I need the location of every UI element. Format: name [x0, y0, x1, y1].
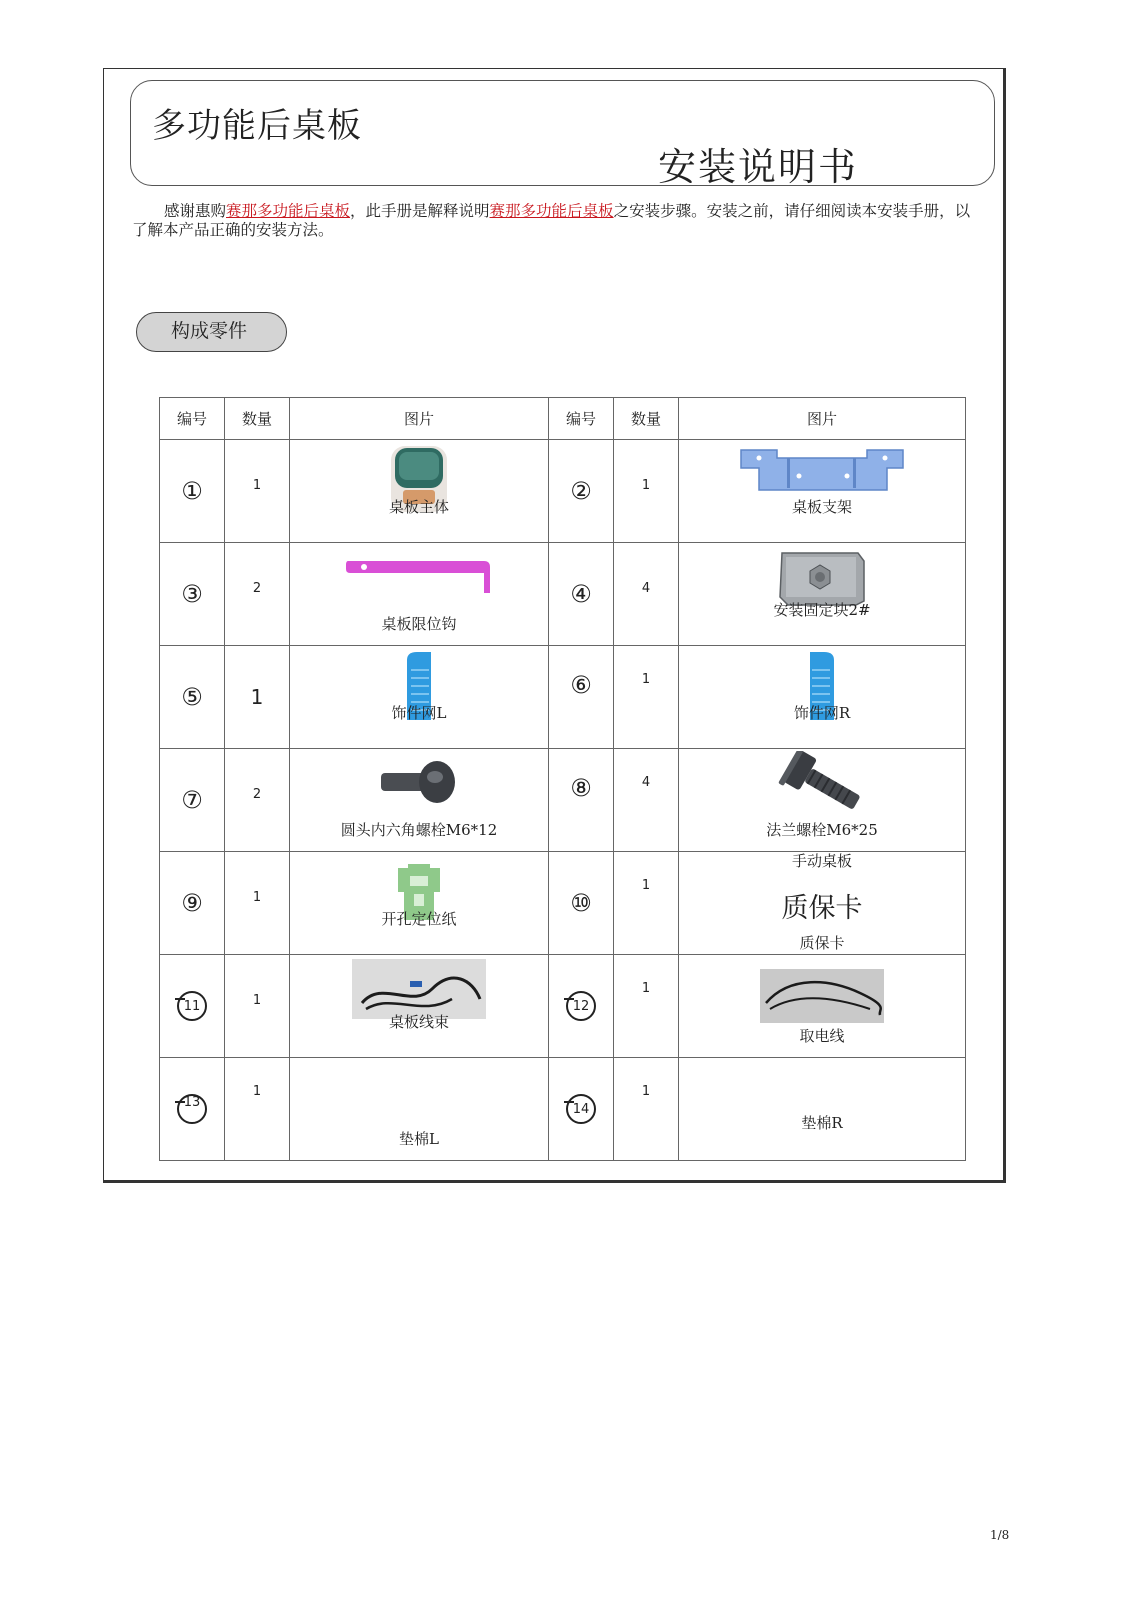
part-qty-cell [225, 646, 290, 749]
wire-harness-photo [352, 959, 486, 1019]
part-number: 13 [177, 1094, 207, 1124]
part-label: 质保卡 [799, 934, 845, 952]
part-qty-cell [614, 955, 679, 1058]
part-qty-cell [614, 1058, 679, 1161]
part-label: 饰件网L [391, 704, 447, 722]
limit-hook-illustration [344, 555, 494, 597]
part-number: 12 [566, 991, 596, 1021]
header-number-2: 编号 [549, 398, 614, 440]
part-number: 14 [566, 1094, 596, 1124]
part-number: ⑦ [181, 786, 203, 814]
part-number: ② [570, 477, 592, 505]
table-row [160, 543, 966, 646]
part-qty-cell [225, 852, 290, 955]
product-name-highlight-2: 赛那多功能后桌板 [489, 202, 614, 220]
table-row [160, 440, 966, 543]
intro-text-2: ，此手册是解释说明 [350, 202, 490, 220]
part-number: ④ [570, 580, 592, 608]
part-number: ① [181, 477, 203, 505]
part-label: 垫棉R [801, 1114, 843, 1132]
part-number-cell [549, 749, 614, 852]
part-qty-cell [614, 852, 679, 955]
header-number: 编号 [160, 398, 225, 440]
part-picture-cell [290, 1058, 549, 1161]
part-picture-cell [679, 543, 966, 646]
part-qty: 1 [252, 1084, 262, 1099]
part-qty: 1 [641, 672, 651, 687]
part-picture-cell [679, 955, 966, 1058]
part-picture-cell [679, 646, 966, 749]
flange-bolt-illustration [776, 751, 868, 815]
part-qty: 1 [252, 478, 262, 493]
part-label: 开孔定位纸 [381, 910, 457, 928]
part-picture-cell [290, 646, 549, 749]
part-label: 圆头内六角螺栓M6*12 [340, 821, 498, 839]
part-picture-cell [679, 749, 966, 852]
part-label: 饰件网R [793, 704, 851, 722]
intro-text-3: 之安装步骤。安装之前，请仔细阅读本安装手册，以了解本产品正确的安装方法。 [132, 202, 971, 239]
part-number-cell [549, 440, 614, 543]
part-qty: 1 [641, 981, 651, 996]
part-number-cell [549, 646, 614, 749]
table-row [160, 646, 966, 749]
part-qty-cell [614, 749, 679, 852]
round-head-bolt-illustration [379, 759, 459, 805]
part-number-cell [160, 955, 225, 1058]
part-number-cell [160, 749, 225, 852]
part-label: 安装固定块2# [773, 601, 871, 619]
table-row [160, 955, 966, 1058]
part-number: ⑨ [181, 889, 203, 917]
part-qty: 1 [641, 1084, 651, 1099]
part-number-cell [549, 543, 614, 646]
intro-text-1: 感谢惠购 [164, 202, 227, 220]
part-number: ⑥ [570, 670, 592, 699]
part-label: 法兰螺栓M6*25 [766, 821, 878, 839]
part-picture-cell [290, 955, 549, 1058]
part-picture-cell [290, 543, 549, 646]
part-picture-cell [679, 1058, 966, 1161]
part-qty: 1 [641, 478, 651, 493]
header-quantity-2: 数量 [614, 398, 679, 440]
part-qty: 4 [641, 581, 651, 596]
power-cable-photo [760, 969, 884, 1023]
intro-paragraph [132, 202, 977, 240]
part-qty: 4 [641, 775, 651, 790]
part-label: 桌板主体 [388, 498, 449, 516]
part-qty: 2 [252, 787, 262, 802]
part-qty-cell [225, 955, 290, 1058]
part-label: 桌板限位钩 [381, 615, 457, 633]
section-title-parts: 构成零件 [136, 312, 287, 352]
part-number: ⑤ [181, 683, 203, 711]
part-number-cell [549, 852, 614, 955]
part-label: 桌板支架 [791, 498, 852, 516]
document-title: 多功能后桌板 [152, 106, 362, 146]
header-picture-2: 图片 [679, 398, 966, 440]
part-qty-cell [614, 440, 679, 543]
table-row [160, 1058, 966, 1161]
part-picture-cell [290, 440, 549, 543]
header-picture: 图片 [290, 398, 549, 440]
part-qty-cell [225, 1058, 290, 1161]
part-number: ③ [181, 580, 203, 608]
part-picture-cell [290, 852, 549, 955]
part-number-cell [549, 1058, 614, 1161]
part-number-cell [549, 955, 614, 1058]
part-qty-cell [225, 543, 290, 646]
part-qty-cell [225, 749, 290, 852]
part-qty: 2 [252, 581, 262, 596]
part-picture-cell [679, 440, 966, 543]
part-qty: 1 [641, 878, 651, 893]
parts-table [159, 397, 966, 1161]
part-picture-cell [290, 749, 549, 852]
header-quantity: 数量 [225, 398, 290, 440]
page-number: 1/8 [990, 1528, 1010, 1542]
part-qty-cell [614, 543, 679, 646]
warranty-card-header: 手动桌板 [791, 852, 852, 870]
part-number-cell [160, 646, 225, 749]
warranty-card-title: 质保卡 [781, 893, 863, 924]
part-label: 取电线 [799, 1027, 845, 1045]
part-number: ⑧ [570, 773, 592, 802]
table-row [160, 852, 966, 955]
part-number-cell [160, 1058, 225, 1161]
part-number-cell [160, 852, 225, 955]
part-number: ⑩ [570, 889, 592, 917]
part-qty: 1 [250, 685, 264, 709]
desk-bracket-illustration [739, 446, 905, 496]
part-qty: 1 [252, 993, 262, 1008]
part-number: 11 [177, 991, 207, 1021]
product-name-highlight-1: 赛那多功能后桌板 [226, 202, 351, 220]
part-number-cell [160, 440, 225, 543]
part-qty-cell [225, 440, 290, 543]
part-label: 桌板线束 [388, 1013, 449, 1031]
part-qty-cell [614, 646, 679, 749]
part-number-cell [160, 543, 225, 646]
table-header-row [160, 398, 966, 440]
table-row [160, 749, 966, 852]
part-label: 垫棉L [399, 1130, 439, 1148]
warranty-card-cell [679, 852, 966, 955]
part-qty: 1 [252, 890, 262, 905]
document-subtitle: 安装说明书 [658, 145, 859, 189]
